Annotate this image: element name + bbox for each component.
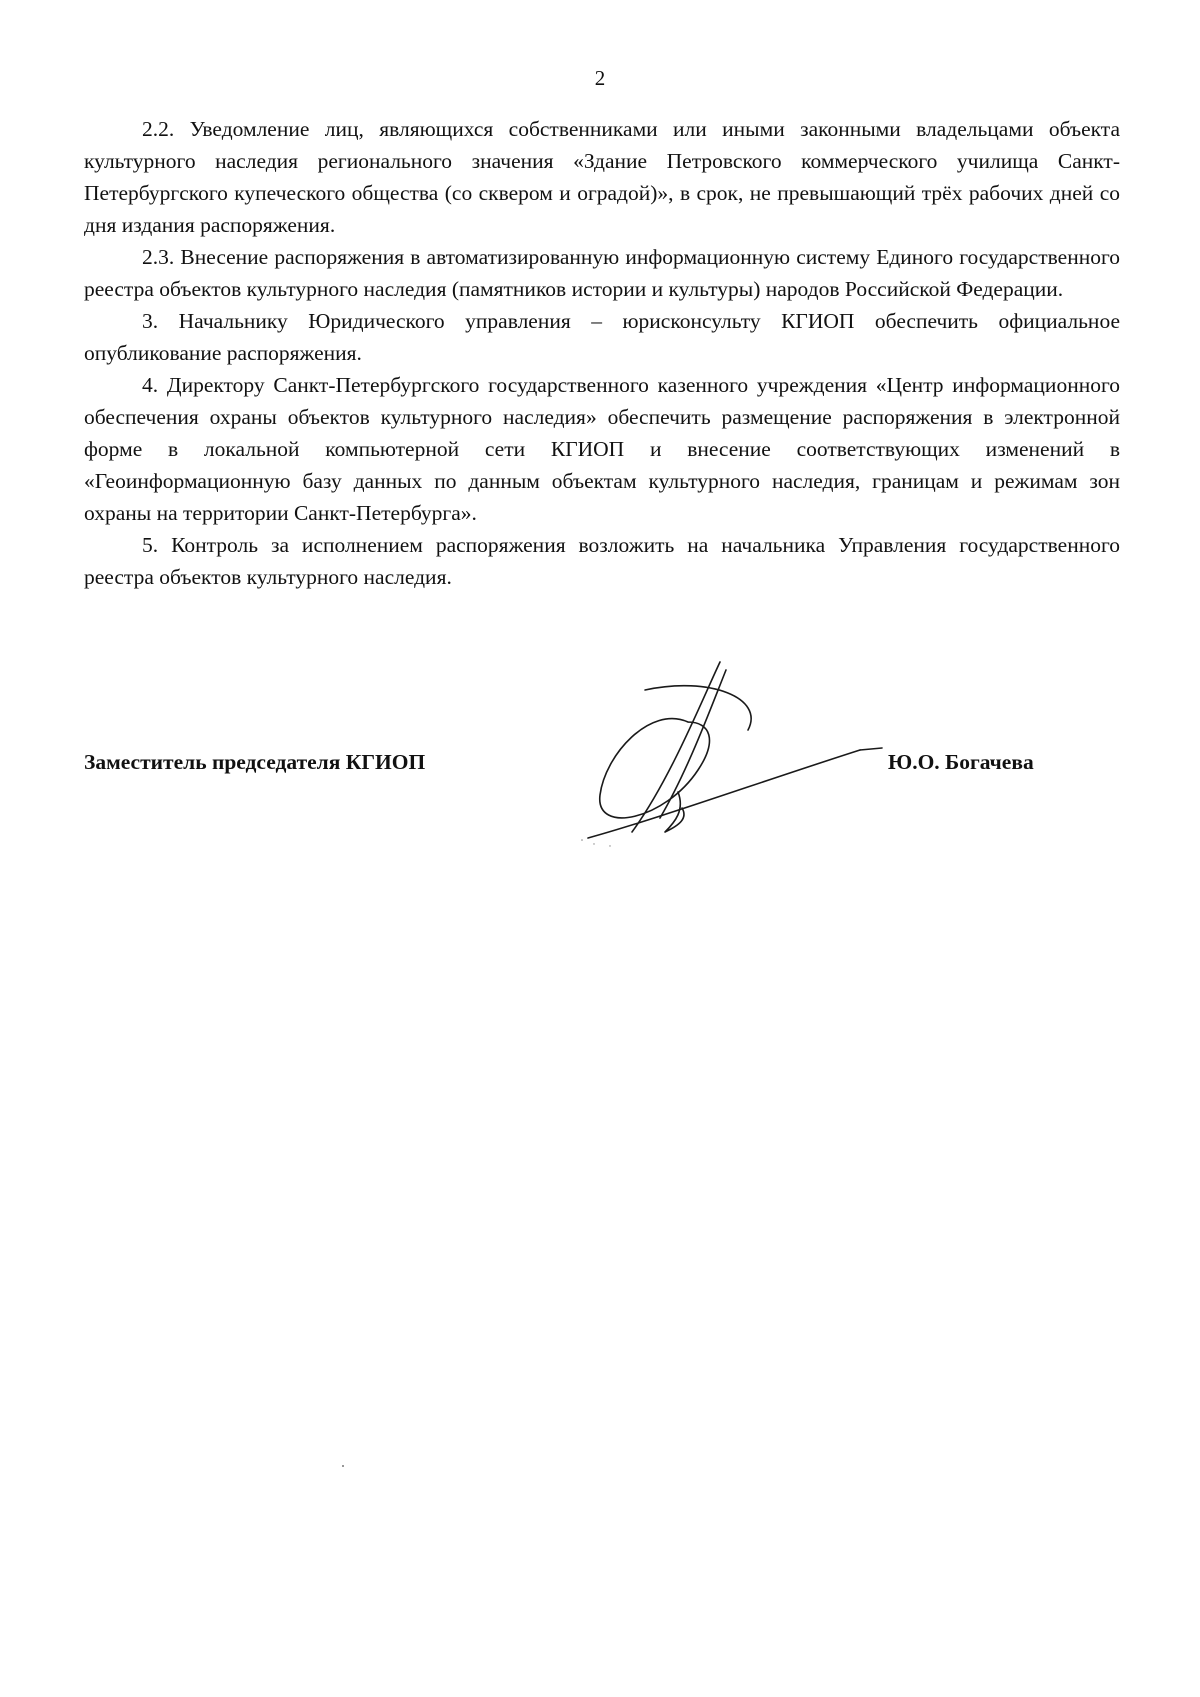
paragraph-3: 3. Начальнику Юридического управления – юрисконсульту КГИОП обеспечить официальное опубликование распоряжения.: [84, 309, 1120, 365]
paragraph-5: 5. Контроль за исполнением распоряжения возложить на начальника Управления государственного реестра объектов культурного наследия.: [84, 533, 1120, 589]
scan-speck: [342, 1465, 344, 1467]
document-body: [84, 113, 1120, 593]
paragraph-2-2: 2.2. Уведомление лиц, являющихся собственниками или иными законными владельцами объекта культурного наследия регионального значения «Здание Петровского коммерческого училища Санкт-Петербургского купеческого общества (со сквером и оградой)», в срок, не превышающий трёх рабочих дней со дня издания распоряжения.: [84, 117, 1120, 237]
handwritten-signature: [570, 650, 900, 860]
page-number: 2: [594, 66, 606, 90]
signer-title: Заместитель председателя КГИОП: [84, 750, 426, 774]
paragraph-4: 4. Директору Санкт-Петербургского государственного казенного учреждения «Центр информационного обеспечения охраны объектов культурного наследия» обеспечить размещение распоряжения в электронной форме в локальной компьютерной сети КГИОП и внесение соответствующих изменений в «Геоинформационную базу данных по данным объектам культурного наследия, границам и режимам зон охраны на территории Санкт-Петербурга».: [84, 373, 1120, 525]
paragraph-2-3: 2.3. Внесение распоряжения в автоматизированную информационную систему Единого государственного реестра объектов культурного наследия (памятников истории и культуры) народов Российской Федерации.: [84, 245, 1120, 301]
signer-name: Ю.О. Богачева: [888, 750, 1034, 774]
